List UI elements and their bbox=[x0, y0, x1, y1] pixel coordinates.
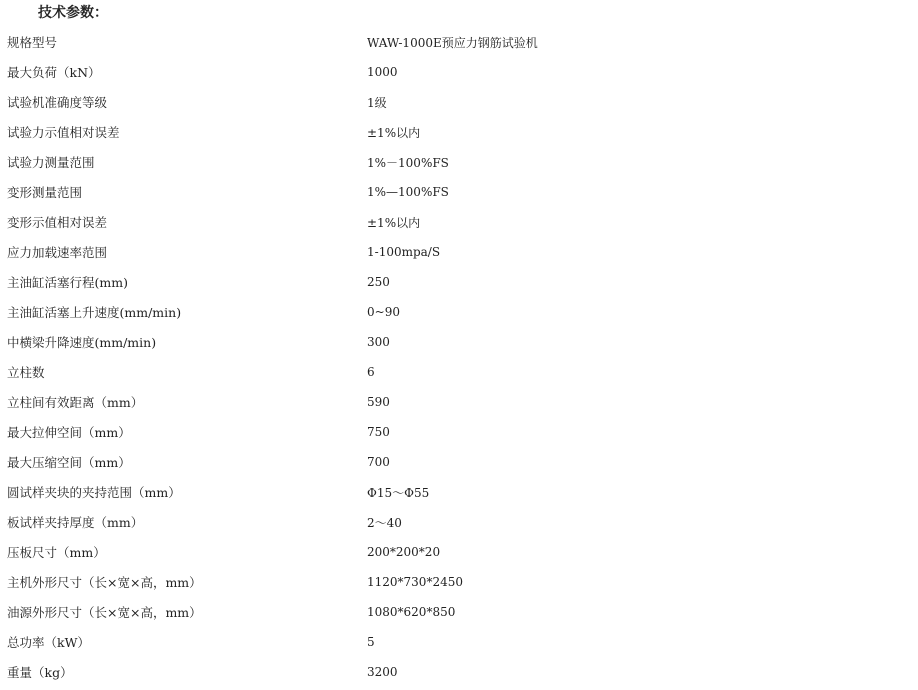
spec-value: 700 bbox=[367, 455, 390, 469]
spec-label: 总功率（kW） bbox=[7, 635, 90, 650]
spec-label: 板试样夹持厚度（mm） bbox=[7, 515, 144, 530]
spec-label: 变形测量范围 bbox=[7, 185, 83, 200]
table-row bbox=[7, 627, 907, 657]
table-row bbox=[7, 327, 907, 357]
table-row bbox=[7, 297, 907, 327]
spec-value: 200*200*20 bbox=[367, 545, 441, 559]
table-row bbox=[7, 657, 907, 687]
table-row bbox=[7, 177, 907, 207]
spec-label: 立柱间有效距离（mm） bbox=[7, 395, 144, 410]
spec-value: 1000 bbox=[367, 65, 398, 79]
spec-label: 主油缸活塞上升速度(mm/min) bbox=[7, 305, 182, 320]
spec-label: 重量（kg） bbox=[7, 665, 73, 680]
table-row bbox=[7, 597, 907, 627]
spec-value: 1120*730*2450 bbox=[367, 575, 463, 589]
spec-value: 6 bbox=[367, 365, 375, 379]
spec-label: 油源外形尺寸（长×宽×高，mm） bbox=[7, 605, 202, 620]
table-row bbox=[7, 357, 907, 387]
spec-label: 变形示值相对误差 bbox=[7, 215, 108, 230]
table-row bbox=[7, 87, 907, 117]
spec-value: WAW-1000E预应力钢筋试验机 bbox=[367, 35, 538, 50]
spec-value: 300 bbox=[367, 335, 390, 349]
spec-value: ±1%以内 bbox=[367, 215, 421, 230]
spec-label: 中横梁升降速度(mm/min) bbox=[7, 335, 157, 350]
table-row bbox=[7, 537, 907, 567]
spec-label: 试验力测量范围 bbox=[7, 155, 95, 170]
table-row bbox=[7, 267, 907, 297]
spec-table-body bbox=[7, 27, 907, 687]
spec-value: 2～40 bbox=[367, 515, 402, 530]
table-row bbox=[7, 567, 907, 597]
spec-value: 1%－100%FS bbox=[367, 155, 449, 170]
table-row bbox=[7, 57, 907, 87]
table-row bbox=[7, 117, 907, 147]
table-row bbox=[7, 207, 907, 237]
spec-label: 压板尺寸（mm） bbox=[7, 545, 106, 560]
spec-value: 1%—100%FS bbox=[367, 185, 449, 199]
spec-label: 规格型号 bbox=[7, 35, 58, 50]
spec-label: 试验机准确度等级 bbox=[7, 95, 108, 110]
spec-value: 3200 bbox=[367, 665, 398, 679]
table-row bbox=[7, 477, 907, 507]
spec-label: 主机外形尺寸（长×宽×高，mm） bbox=[7, 575, 202, 590]
spec-value: 1级 bbox=[367, 95, 387, 110]
spec-label: 试验力示值相对误差 bbox=[7, 125, 120, 140]
table-row bbox=[7, 417, 907, 447]
spec-label: 最大拉伸空间（mm） bbox=[7, 425, 131, 440]
spec-value: Φ15～Φ55 bbox=[367, 485, 430, 500]
table-row bbox=[7, 387, 907, 417]
spec-value: 1080*620*850 bbox=[367, 605, 456, 619]
spec-value: 1-100mpa/S bbox=[367, 245, 441, 259]
table-row bbox=[7, 27, 907, 57]
spec-label: 立柱数 bbox=[7, 365, 45, 380]
spec-value: 5 bbox=[367, 635, 375, 649]
spec-label: 主油缸活塞行程(mm) bbox=[7, 275, 128, 290]
spec-label: 应力加载速率范围 bbox=[7, 245, 108, 260]
spec-label: 圆试样夹块的夹持范围（mm） bbox=[7, 485, 181, 500]
table-row bbox=[7, 147, 907, 177]
spec-value: 0~90 bbox=[367, 305, 400, 319]
spec-value: ±1%以内 bbox=[367, 125, 421, 140]
spec-label: 最大负荷（kN） bbox=[7, 65, 101, 80]
table-row bbox=[7, 447, 907, 477]
section-title: 技术参数： bbox=[38, 5, 108, 21]
spec-label: 最大压缩空间（mm） bbox=[7, 455, 131, 470]
table-row bbox=[7, 507, 907, 537]
spec-value: 750 bbox=[367, 425, 390, 439]
spec-table bbox=[7, 27, 907, 687]
spec-value: 250 bbox=[367, 275, 390, 289]
spec-value: 590 bbox=[367, 395, 390, 409]
table-row bbox=[7, 237, 907, 267]
